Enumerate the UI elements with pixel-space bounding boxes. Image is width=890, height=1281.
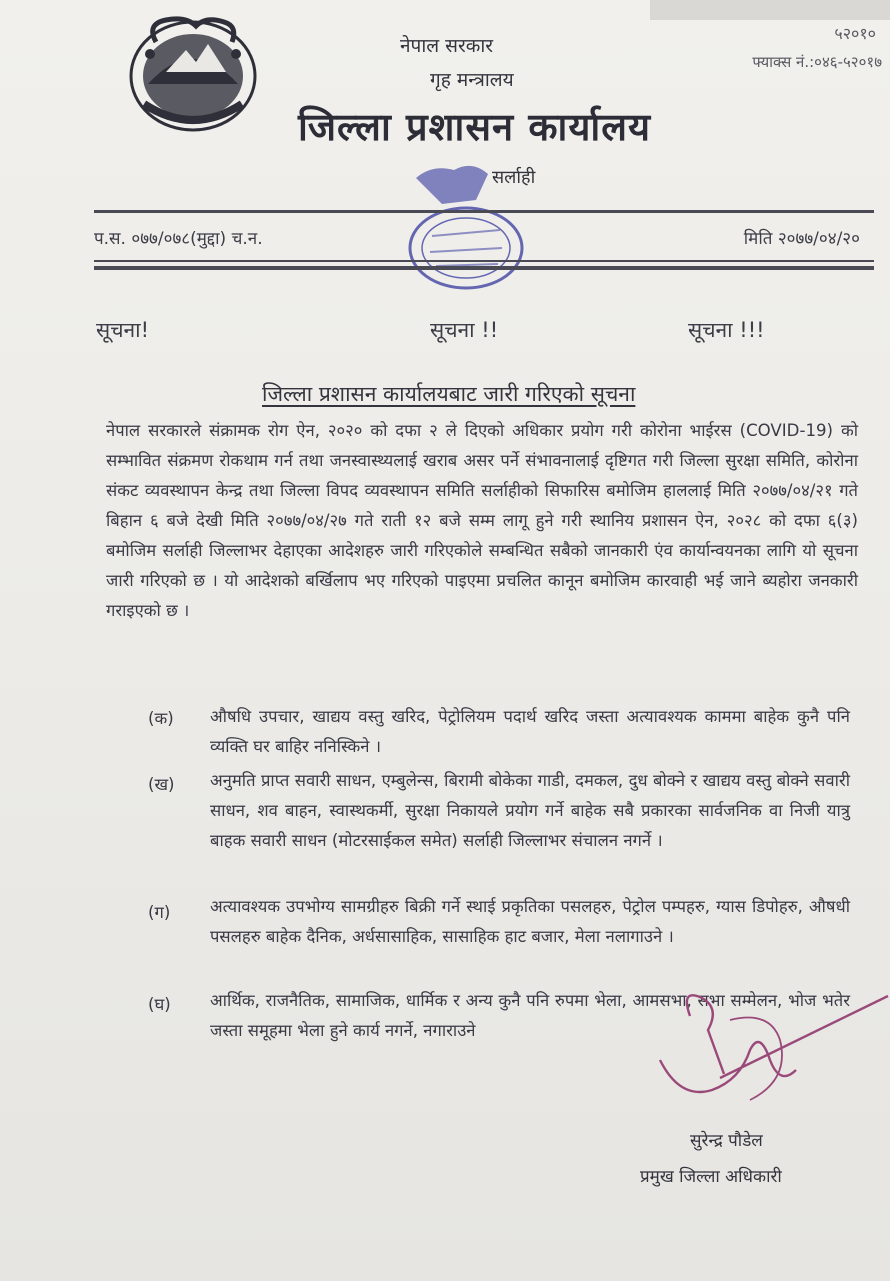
notice-body: नेपाल सरकारले संक्रामक रोग ऐन, २०२० को दफा २ ले दिएको अधिकार प्रयोग गरी कोरोना भाईरस (COVID-19) को सम्भावित संक्रमण रोकथाम गर्न तथा जनस्वास्थ्यलाई खराब असर पर्ने संभावनालाई दृष्टिगत गरी जिल्ला सुरक्षा समिति, कोरोना संकट व्यवस्थापन केन्द्र तथा जिल्ला विपद व्यवस्थापन समिति सर्लाहीको सिफारिस बमोजिम हाललाई मिति २०७७/०४/२१ गते बिहान ६ बजे देखी मिति २०७७/०४/२७ गते राती १२ बजे सम्म लागू हुने गरी स्थानिय प्रशासन ऐन, २०२८ को दफा ६(३) बमोजिम सर्लाही जिल्लाभर देहाएका आदेशहरु जारी गरिएकोले सम्बन्धित सबैको जानकारी एंव कार्यान्वयनका लागि यो सूचना जारी गरिएको छ । यो आदेशको बर्खिलाप भए गरिएको पाइएमा प्रचलित कानून बमोजिम कारवाही भई जाने ब्यहोरा जनकारी गराइएको छ । [106,421,858,620]
header-rule-top [94,210,874,213]
fax-number-top: ५२०१० [834,24,876,43]
signatory-title: प्रमुख जिल्ला अधिकारी [640,1167,782,1187]
office-title: जिल्ला प्रशासन कार्यालय [298,105,652,149]
item-text: अनुमति प्राप्त सवारी साधन, एम्बुलेन्स, बिरामी बोकेका गाडी, दमकल, दुध बोक्ने र खाद्यय वस्तु बोक्ने सवारी साधन, शव बाहन, स्वास्थकर्मी, सुरक्षा निकायले प्रयोग गर्ने बाहेक सबै प्रकारका सार्वजनिक वा निजी यात्रु बाहक सवारी साधन (मोटरसाईकल समेत) सर्लाही जिल्लाभर संचालन नगर्ने । [210,771,850,850]
photo-edge [650,0,890,20]
item-label: (ग) [148,903,171,922]
item-label: (ख) [148,775,175,794]
item-label: (क) [148,709,174,728]
government-name: नेपाल सरकार [400,35,494,57]
notice-label-3: सूचना !!! [688,318,765,342]
nepal-emblem-icon [126,14,260,134]
district-name: सर्लाही [492,167,536,188]
header-rule-bottom-1 [94,260,874,262]
item-text: आर्थिक, राजनैतिक, सामाजिक, धार्मिक र अन्य कुनै पनि रुपमा भेला, आमसभा, सभा सम्मेलन, भोज भतेर जस्ता समूहमा भेला हुने कार्य नगर्ने, नगाराउने [210,991,850,1040]
notice-heading: जिल्ला प्रशासन कार्यालयबाट जारी गरिएको सूचना [262,382,636,406]
item-text: अत्यावश्यक उपभोग्य सामग्रीहरु बिक्री गर्ने स्थाई प्रकृतिका पसलहरु, पेट्रोल पम्पहरु, ग्यास डिपोहरु, औषधी पसलहरु बाहेक दैनिक, अर्धसासाहिक, सासाहिक हाट बजार, मेला नलागाउने । [210,897,850,946]
signature-icon [620,990,890,1120]
ministry-name: गृह मन्त्रालय [430,69,514,91]
office-stamp-icon [402,156,530,296]
notice-label-2: सूचना !! [430,318,499,342]
header-rule-bottom-2 [94,266,874,270]
item-text: औषधि उपचार, खाद्यय वस्तु खरिद, पेट्रोलियम पदार्थ खरिद जस्ता अत्यावश्यक काममा बाहेक कुनै पनि व्यक्ति घर बाहिर ननिस्किने । [210,707,850,756]
fax-number: फ्याक्स नं.:०४६-५२०१७ [752,53,882,71]
item-label: (घ) [148,995,171,1014]
signatory-name: सुरेन्द्र पौडेल [690,1131,763,1151]
notice-label-1: सूचना! [96,318,150,342]
reference-number: प.स. ०७७/०७८(मुद्दा) च.न. [94,229,263,249]
issue-date: मिति २०७७/०४/२० [743,229,860,249]
